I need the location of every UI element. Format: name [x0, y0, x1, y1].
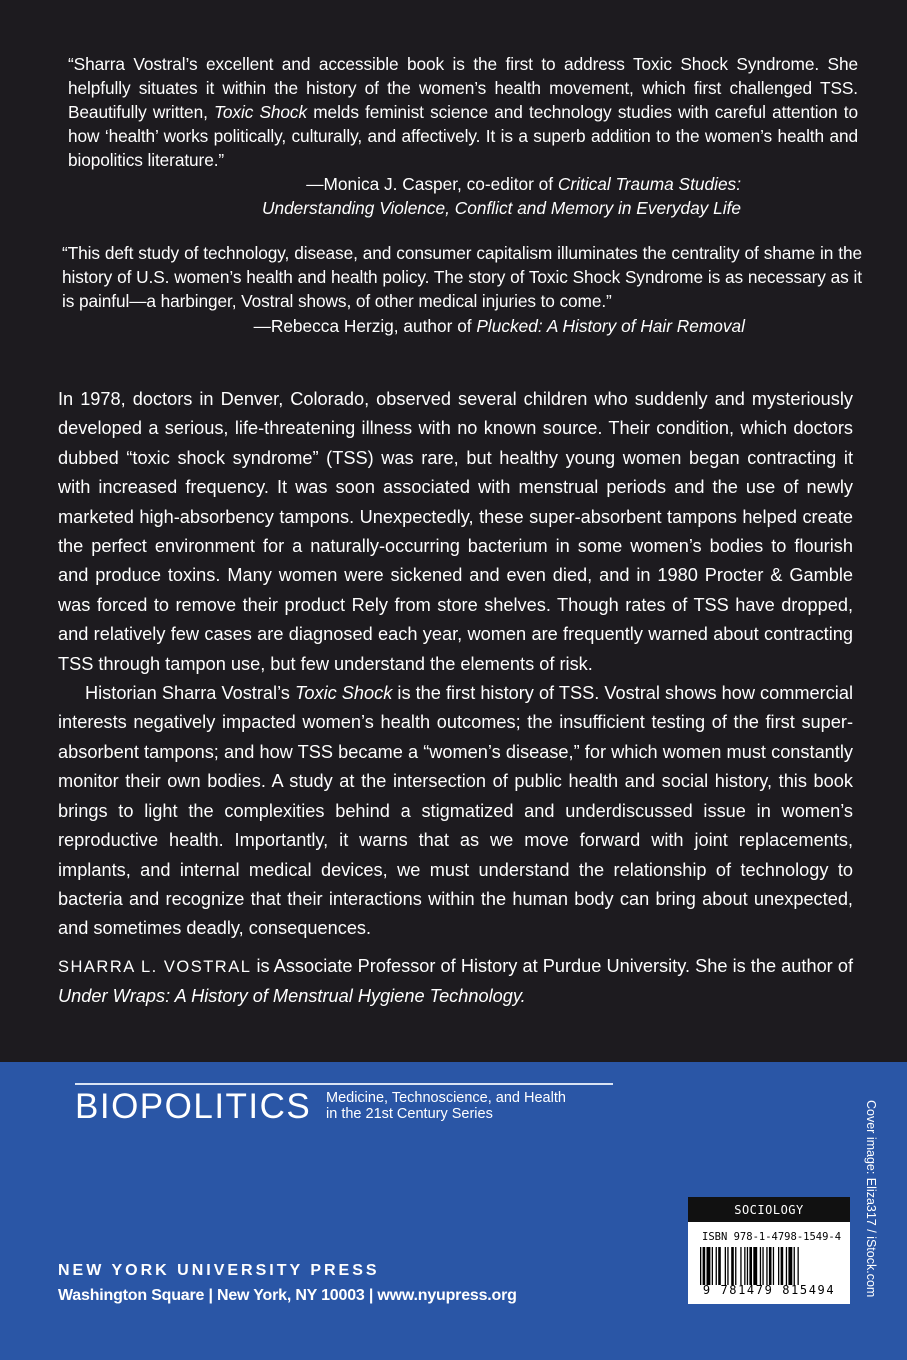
isbn-label: ISBN 978-1-4798-1549-4	[702, 1231, 842, 1243]
barcode-block	[688, 1197, 850, 1304]
quote-1-text-b: melds feminist science and technology studies with careful attention to how ‘health’ works politically, culturally, and affectively. It is a superb addition to the women’s health and biopolitics literature.”	[68, 102, 858, 170]
attribution-2-title: Plucked: A History of Hair Removal	[476, 316, 745, 336]
cover-credit-text: Cover image: Eliza317 / iStock.com	[864, 1100, 878, 1298]
description-paragraph-2	[58, 679, 853, 944]
author-previous-book: Under Wraps: A History of Menstrual Hygiene Technology.	[58, 986, 526, 1007]
author-name: SHARRA L. VOSTRAL	[58, 957, 252, 976]
paragraph-2-text-a: Historian Sharra Vostral’s	[85, 683, 295, 704]
endorsement-quote-2	[62, 241, 862, 313]
author-bio	[58, 952, 853, 1012]
book-description	[58, 385, 853, 1012]
cover-credit	[860, 1100, 880, 1310]
series-name: BIOPOLITICS	[75, 1087, 312, 1126]
quote-2-attribution	[254, 314, 745, 338]
attribution-1-title-line-2: Understanding Violence, Conflict and Memory in Everyday Life	[261, 198, 741, 218]
attribution-2-author: —Rebecca Herzig, author of	[253, 316, 477, 336]
series-subtitle-line-1: Medicine, Technoscience, and Health	[326, 1090, 566, 1106]
description-paragraph-1: In 1978, doctors in Denver, Colorado, observed several children who suddenly and mysteriously developed a serious, life-threatening illness with no known source. Their condition, which doctors dubbed “toxic shock syndrome” (TSS) was rare, but healthy young women began contracting it with increased frequency. It was soon associated with menstrual periods and the use of newly marketed high-absorbency tampons. Unexpectedly, these super-absorbent tampons helped create the perfect environment for a naturally-occurring bacterium in some women’s bodies to flourish and produce toxins. Many women were sickened and even died, and in 1980 Procter & Gamble was forced to remove their product Rely from store shelves. Though rates of TSS have dropped, and relatively few cases are diagnosed each year, women are frequently warned about contracting TSS through tampon use, but few understand the elements of risk.	[58, 389, 853, 674]
quote-2-text: “This deft study of technology, disease, and consumer capitalism illuminates the centrality of shame in the history of U.S. women’s health and health policy. The story of Toxic Shock Syndrome is as necessary as it is painful—a harbinger, Vostral shows, of other medical injuries to come.”	[62, 243, 862, 311]
quote-1-attribution	[262, 172, 741, 220]
attribution-1-author: —Monica J. Casper, co-editor of	[306, 174, 558, 194]
quote-1-book-title: Toxic Shock	[214, 102, 308, 122]
paragraph-2-book-title: Toxic Shock	[294, 683, 393, 704]
quote-1-text-a: “Sharra Vostral’s excellent and accessible book is the first to address Toxic Shock Syndrome. She helpfully situates it within the history of the women’s health movement, which first challenged TSS. Beautifully written,	[68, 54, 858, 122]
publisher-name: NEW YORK UNIVERSITY PRESS	[58, 1262, 380, 1279]
barcode-icon	[700, 1247, 838, 1285]
series-rule-divider	[75, 1083, 613, 1085]
attribution-1-title-line-1: Critical Trauma Studies:	[557, 174, 741, 194]
paragraph-2-text-b: is the first history of TSS. Vostral shows how commercial interests negatively impacted women’s health outcomes; the insufficient testing of the first super-absorbent tampons; and how TSS became a “women’s disease,” for which women must constantly monitor their own bodies. A study at the intersection of public health and social history, this book brings to light the complexities behind a stigmatized and underdiscussed issue in women’s reproductive health. Importantly, it warns that as we move forward with joint replacements, implants, and internal medical devices, we must understand the relationship of technology to bacteria and recognize that their interactions within the human body can bring about unexpected, and sometimes deadly, consequences.	[58, 683, 854, 939]
author-bio-text: is Associate Professor of History at Purdue University. She is the author of	[251, 955, 853, 976]
subject-label: SOCIOLOGY	[688, 1197, 850, 1222]
series-subtitle	[326, 1090, 566, 1122]
barcode-digits: 9 781479 815494	[702, 1283, 836, 1297]
series-subtitle-line-2: in the 21st Century Series	[326, 1106, 493, 1122]
endorsement-quote-1	[68, 52, 858, 172]
publisher-address: Washington Square | New York, NY 10003 | www.nyupress.org	[58, 1287, 517, 1304]
